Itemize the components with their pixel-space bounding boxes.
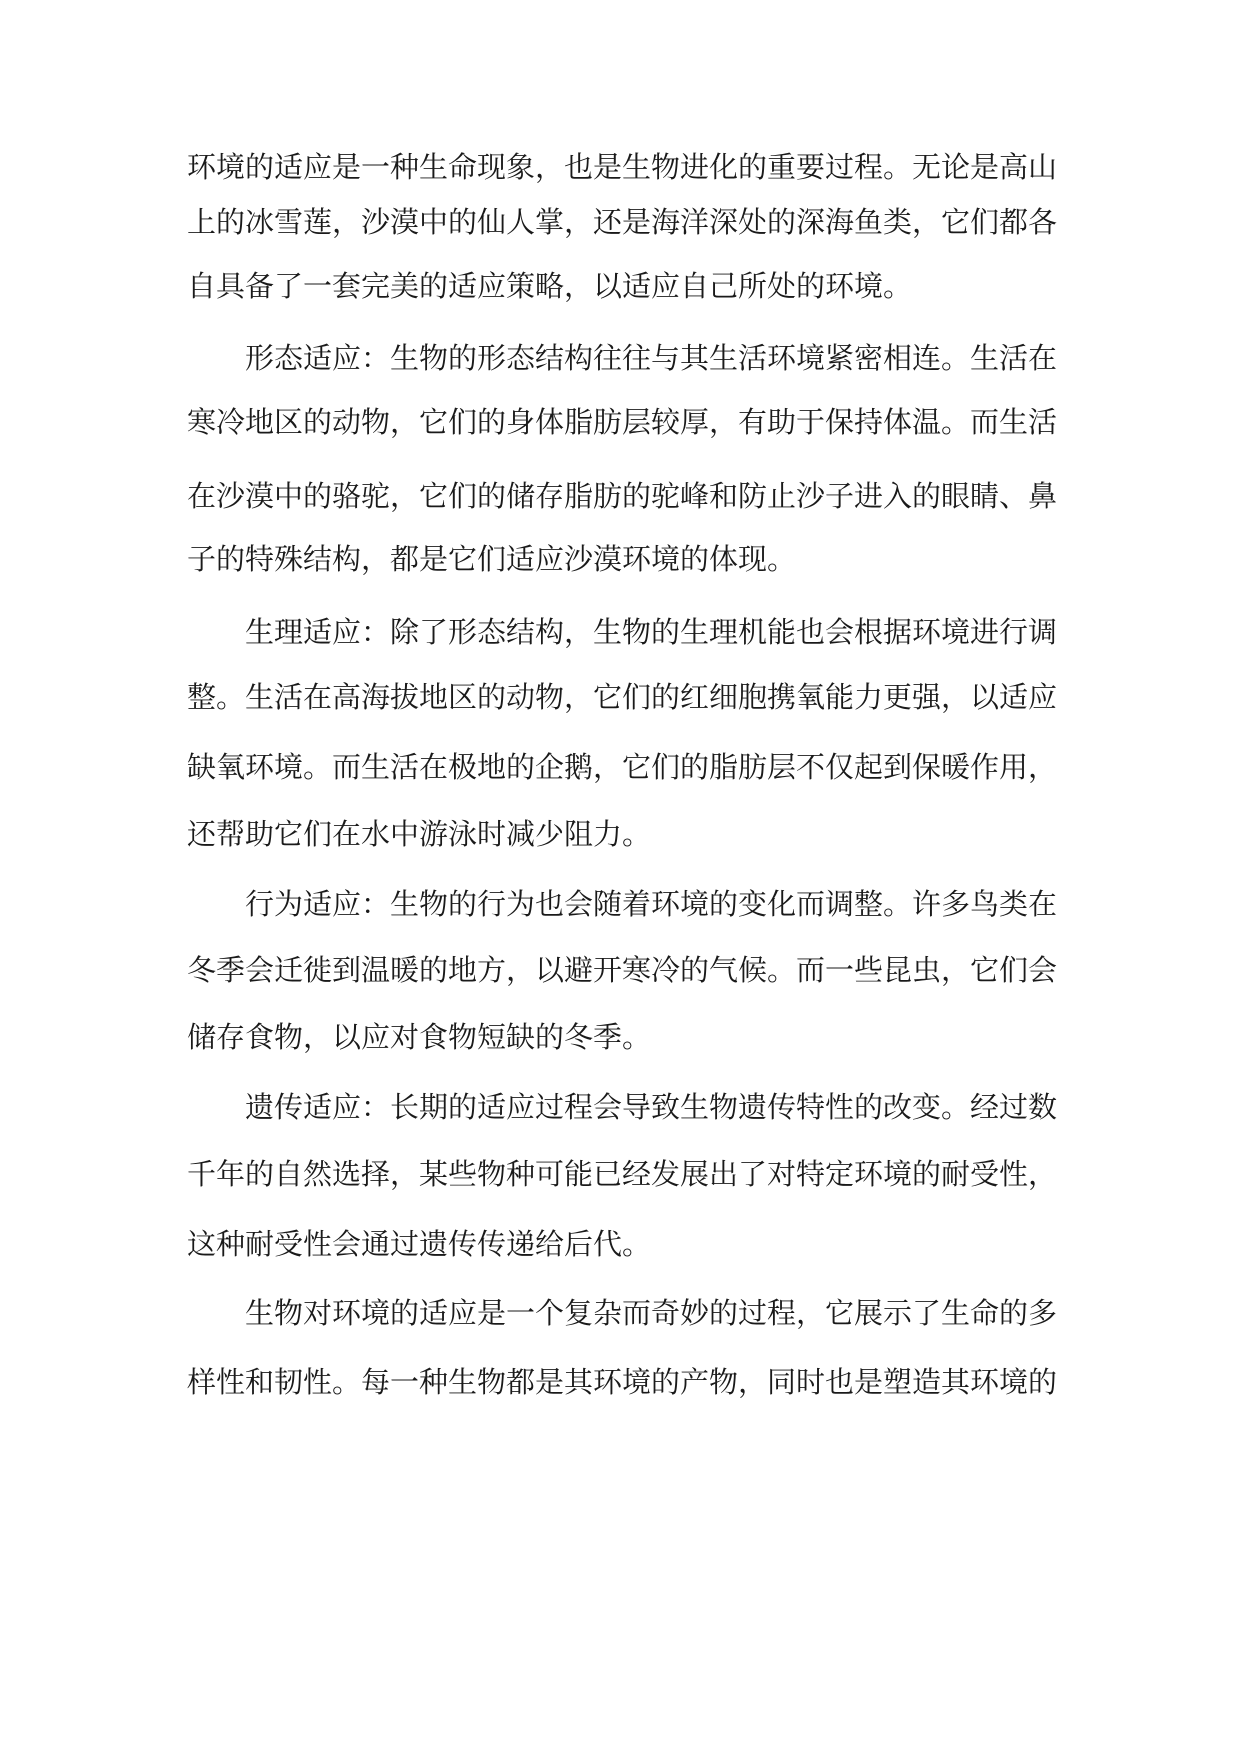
text-line: 储存食物，以应对食物短缺的冬季。 xyxy=(187,1020,652,1054)
text-line: 缺氧环境。而生活在极地的企鹅，它们的脂肪层不仅起到保暖作用， xyxy=(187,750,1058,784)
paragraph-first-line: 形态适应：生物的形态结构往往与其生活环境紧密相连。生活在 xyxy=(245,341,1058,375)
paragraph-first-line: 生理适应：除了形态结构，生物的生理机能也会根据环境进行调 xyxy=(245,615,1058,649)
text-line: 上的冰雪莲，沙漠中的仙人掌，还是海洋深处的深海鱼类，它们都各 xyxy=(187,205,1058,239)
paragraph-first-line: 生物对环境的适应是一个复杂而奇妙的过程，它展示了生命的多 xyxy=(245,1296,1058,1330)
text-line: 寒冷地区的动物，它们的身体脂肪层较厚，有助于保持体温。而生活 xyxy=(187,405,1058,439)
text-line: 样性和韧性。每一种生物都是其环境的产物，同时也是塑造其环境的 xyxy=(187,1365,1058,1399)
text-line: 这种耐受性会通过遗传传递给后代。 xyxy=(187,1227,652,1261)
paragraph-first-line: 遗传适应：长期的适应过程会导致生物遗传特性的改变。经过数 xyxy=(245,1090,1058,1124)
text-line: 环境的适应是一种生命现象，也是生物进化的重要过程。无论是高山 xyxy=(187,150,1058,184)
text-line: 整。生活在高海拔地区的动物，它们的红细胞携氧能力更强，以适应 xyxy=(187,680,1058,714)
text-line: 千年的自然选择，某些物种可能已经发展出了对特定环境的耐受性， xyxy=(187,1157,1058,1191)
paragraph-first-line: 行为适应：生物的行为也会随着环境的变化而调整。许多鸟类在 xyxy=(245,887,1058,921)
text-line: 子的特殊结构，都是它们适应沙漠环境的体现。 xyxy=(187,542,797,576)
text-line: 在沙漠中的骆驼，它们的储存脂肪的驼峰和防止沙子进入的眼睛、鼻 xyxy=(187,479,1058,513)
text-line: 自具备了一套完美的适应策略，以适应自己所处的环境。 xyxy=(187,269,913,303)
text-line: 冬季会迁徙到温暖的地方，以避开寒冷的气候。而一些昆虫，它们会 xyxy=(187,953,1058,987)
text-line: 还帮助它们在水中游泳时减少阻力。 xyxy=(187,817,652,851)
